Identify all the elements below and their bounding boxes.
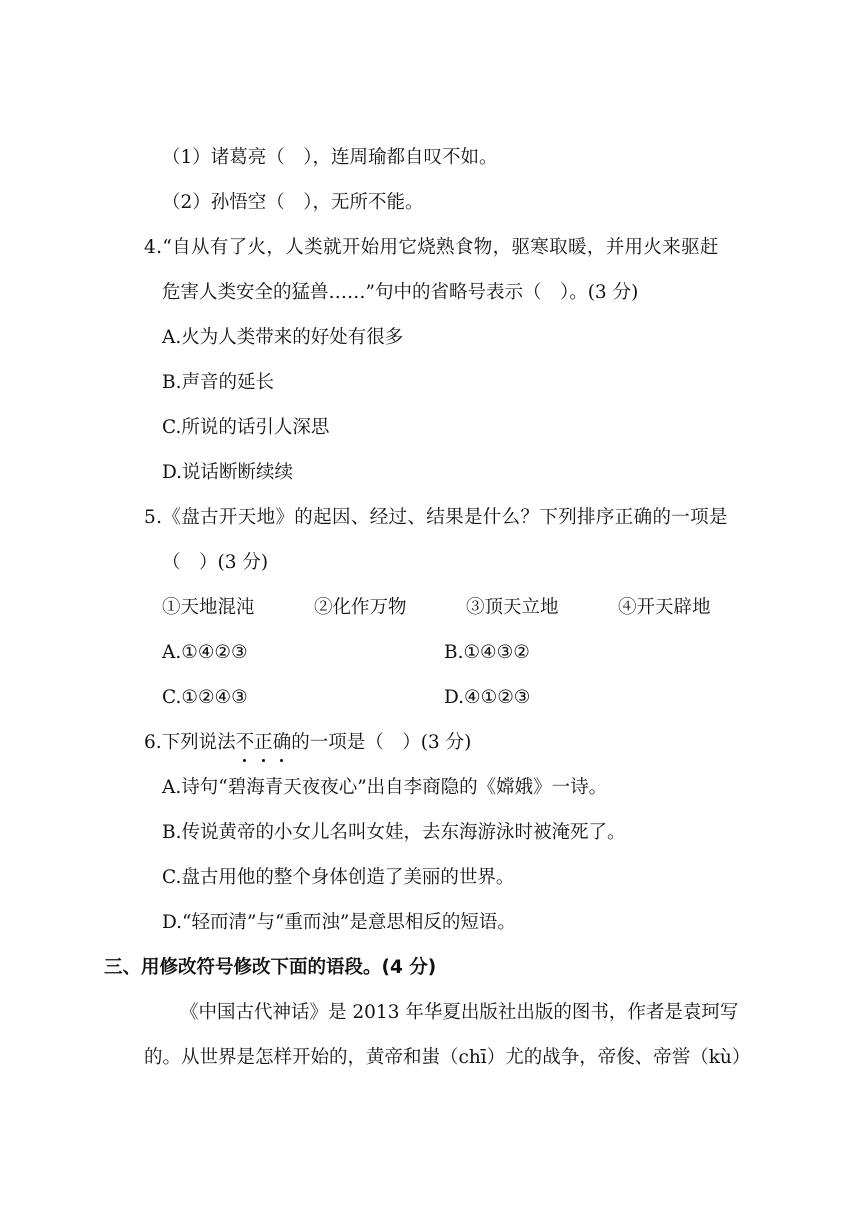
section-3-heading: 三、用修改符号修改下面的语段。(4 分): [104, 957, 437, 978]
question-5-stem-line2: （ ）(3 分): [162, 552, 269, 573]
emphasis-char-3: 确: [272, 732, 292, 753]
question-4-stem-line1: 4.“自从有了火，人类就开始用它烧熟食物，驱寒取暖，并用火来驱赶: [144, 237, 719, 258]
question-5-option-d: D.④①②③: [444, 687, 531, 708]
section-3-paragraph-line1: 《中国古代神话》是 2013 年华夏出版社出版的图书，作者是袁珂写: [180, 1002, 739, 1023]
question-4-option-d: D.说话断断续续: [162, 462, 294, 483]
question-6-option-d: D.“轻而清”与“重而浊”是意思相反的短语。: [162, 912, 516, 933]
question-4-stem-line2: 危害人类安全的猛兽……”句中的省略号表示（ ）。(3 分): [162, 282, 639, 303]
question-5-event-4: ④开天辟地: [618, 597, 711, 618]
emphasis-char-2: 正: [254, 732, 273, 753]
section-3-paragraph-line2: 的。从世界是怎样开始的，黄帝和蚩（chī）尤的战争，帝俊、帝喾（kù）: [144, 1047, 751, 1068]
q3-item-1: （1）诸葛亮（ ），连周瑜都自叹不如。: [162, 147, 498, 168]
question-5-event-1: ①天地混沌: [162, 597, 255, 618]
question-6-stem: [144, 731, 471, 755]
question-4-option-c: C.所说的话引人深思: [162, 417, 330, 438]
question-5-event-2: ②化作万物: [314, 597, 407, 618]
question-6-option-b: B.传说黄帝的小女儿名叫女娃，去东海游泳时被淹死了。: [162, 822, 626, 843]
question-6-option-a: A.诗句“碧海青天夜夜心”出自李商隐的《嫦娥》一诗。: [162, 777, 608, 798]
question-4-option-a: A.火为人类带来的好处有很多: [162, 327, 404, 348]
emphasis-char-1: 不: [235, 732, 255, 753]
question-5-option-a: A.①④②③: [162, 642, 248, 663]
question-4-option-b: B.声音的延长: [162, 372, 274, 393]
question-5-event-3: ③顶天立地: [466, 597, 559, 618]
question-6-stem-suffix: 的一项是（ ）(3 分): [291, 732, 472, 753]
question-5-option-c: C.①②④③: [162, 687, 248, 708]
question-5-stem-line1: 5.《盘古开天地》的起因、经过、结果是什么？下列排序正确的一项是: [144, 507, 728, 528]
question-6-option-c: C.盘古用他的整个身体创造了美丽的世界。: [162, 867, 515, 888]
q3-item-2: （2）孙悟空（ ），无所不能。: [162, 192, 424, 213]
question-5-option-b: B.①④③②: [444, 642, 530, 663]
question-6-stem-prefix: 6.下列说法: [144, 732, 236, 753]
